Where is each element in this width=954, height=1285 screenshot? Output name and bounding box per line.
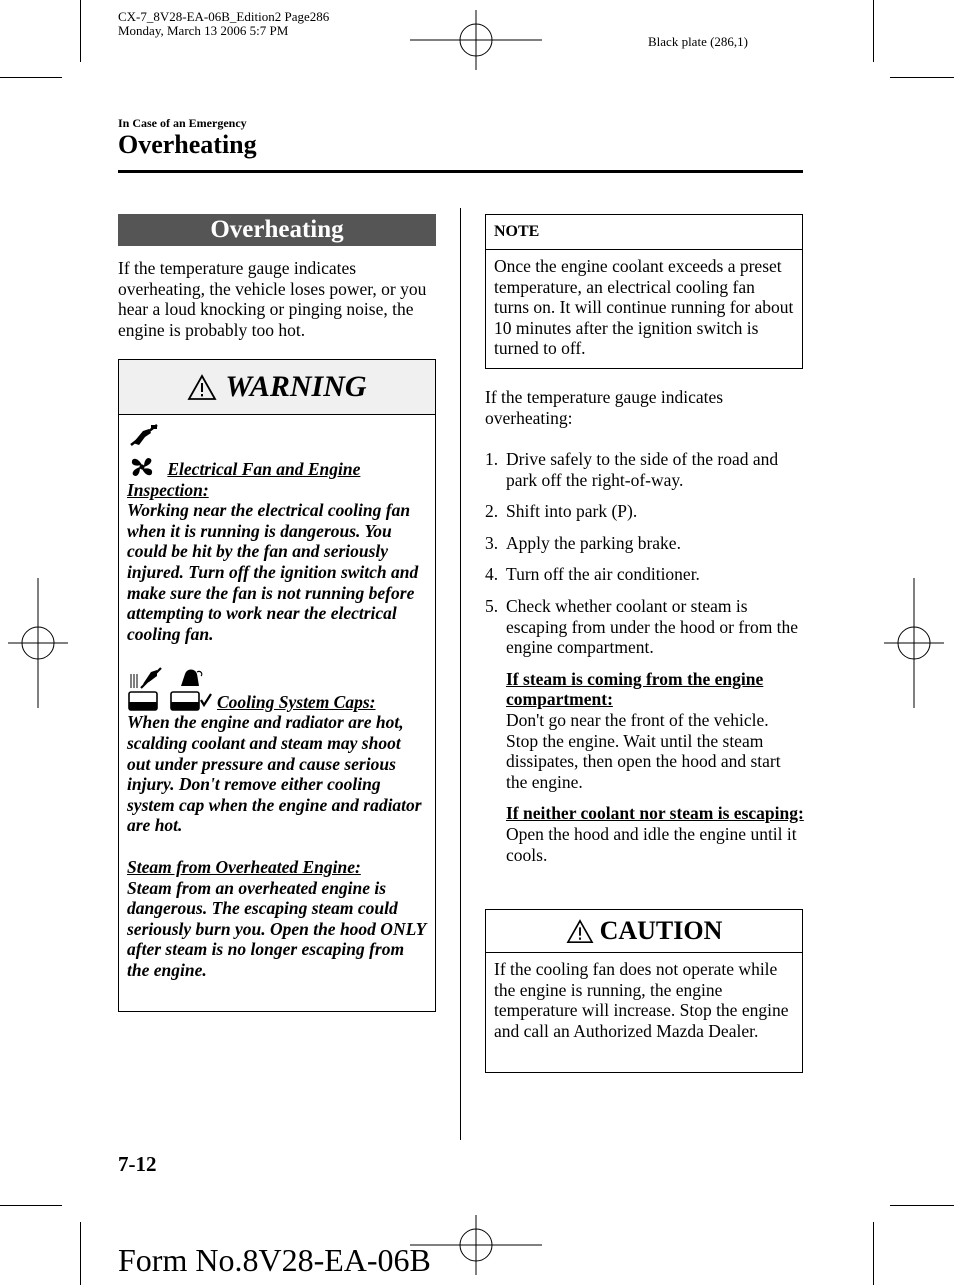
list-item: 3. Apply the parking brake. bbox=[485, 532, 681, 553]
warning-header bbox=[119, 360, 435, 415]
fan-warning-text: Working near the electrical cooling fan when it is running is dangerous. You could be hit by the fan and seriously injured. Turn off the ignition switch and make sure the fan is not running before attempting to work near the electrical cooling fan. bbox=[127, 500, 419, 644]
print-info bbox=[118, 10, 329, 38]
column-divider bbox=[460, 208, 461, 1140]
caution-header bbox=[486, 910, 802, 953]
fan-icon bbox=[127, 454, 157, 480]
section-label: In Case of an Emergency bbox=[118, 116, 247, 130]
crop-mark bbox=[0, 1205, 62, 1206]
print-plate: Black plate (286,1) bbox=[648, 34, 748, 49]
no-open-cap-icon bbox=[127, 666, 163, 712]
closed-cap-check-icon bbox=[167, 666, 213, 712]
steam-case-title: If steam is coming from the engine compartment: bbox=[506, 668, 764, 710]
crop-mark bbox=[0, 77, 62, 78]
crop-mark bbox=[890, 1205, 954, 1206]
crop-mark bbox=[890, 77, 954, 78]
crop-mark bbox=[80, 0, 81, 62]
no-steam-case bbox=[506, 803, 805, 865]
section-heading: Overheating bbox=[118, 214, 436, 246]
caution-triangle-icon bbox=[566, 919, 594, 944]
crop-mark bbox=[873, 1222, 874, 1285]
warning-triangle-icon bbox=[187, 374, 217, 401]
steam-warning-text: Steam from an overheated engine is dangerous. The escaping steam could seriously burn you. Open the hood ONLY after steam is no longer escaping from the engine. bbox=[127, 877, 426, 980]
cap-warning-text: When the engine and radiator are hot, scalding coolant and steam may shoot out under pressure and cause serious injury. Don't remove either cooling system cap when the engine and radiator are hot. bbox=[127, 712, 422, 836]
note-title: NOTE bbox=[486, 215, 802, 250]
list-item: 5. Check whether coolant or steam is escaping from under the hood or from the engine compartment. bbox=[485, 595, 799, 658]
fan-warning-title: Electrical Fan and Engine Inspection: bbox=[127, 459, 361, 500]
caution-box bbox=[485, 909, 803, 1073]
intro-text: If the temperature gauge indicates overheating, the vehicle loses power, or you hear a loud knocking or pinging noise, the engine is probably too hot. bbox=[118, 258, 427, 340]
no-steam-case-title: If neither coolant nor steam is escaping: bbox=[506, 803, 804, 824]
page-title: Overheating bbox=[118, 130, 257, 159]
page-number: 7-12 bbox=[118, 1152, 157, 1176]
form-number: Form No.8V28-EA-06B bbox=[118, 1242, 431, 1278]
note-box bbox=[485, 214, 803, 369]
warning-title: WARNING bbox=[225, 370, 367, 403]
steam-case bbox=[506, 669, 805, 793]
cap-icons bbox=[127, 666, 427, 712]
warning-body bbox=[119, 415, 435, 980]
registration-mark-icon bbox=[410, 10, 542, 70]
no-steam-case-text: Open the hood and idle the engine until it cools. bbox=[506, 823, 797, 865]
no-hand-icon bbox=[127, 423, 161, 447]
list-item: 1. Drive safely to the side of the road and park off the right-of-way. bbox=[485, 449, 779, 490]
steam-case-text: Don't go near the front of the vehicle. Stop the engine. Wait until the steam dissipates, then open the hood and start the engine. bbox=[506, 709, 781, 792]
steam-warning-title: Steam from Overheated Engine: bbox=[127, 856, 361, 877]
list-item: 2. Shift into park (P). bbox=[485, 501, 638, 522]
header-rule bbox=[118, 170, 803, 173]
print-info-date: Monday, March 13 2006 5:7 PM bbox=[118, 23, 289, 38]
caution-title: CAUTION bbox=[599, 916, 723, 945]
crop-mark bbox=[873, 0, 874, 62]
caution-text: If the cooling fan does not operate while the engine is running, the engine temperature will increase. Stop the engine and call an Authorized Mazda Dealer. bbox=[494, 959, 789, 1041]
procedure-intro: If the temperature gauge indicates overheating: bbox=[485, 387, 724, 428]
crop-mark bbox=[80, 1222, 81, 1285]
registration-mark-icon bbox=[8, 578, 68, 708]
cap-warning-title: Cooling System Caps: bbox=[217, 691, 376, 712]
procedure bbox=[485, 449, 805, 876]
registration-mark-icon bbox=[884, 578, 944, 708]
warning-box bbox=[118, 359, 436, 1012]
steps-list bbox=[485, 449, 805, 658]
list-item: 4. Turn off the air conditioner. bbox=[485, 564, 700, 585]
note-text: Once the engine coolant exceeds a preset temperature, an electrical cooling fan turns on. It will continue running for about 10 minutes after the ignition switch is turned to off. bbox=[494, 256, 794, 359]
print-info-file: CX-7_8V28-EA-06B_Edition2 Page286 bbox=[118, 9, 330, 24]
